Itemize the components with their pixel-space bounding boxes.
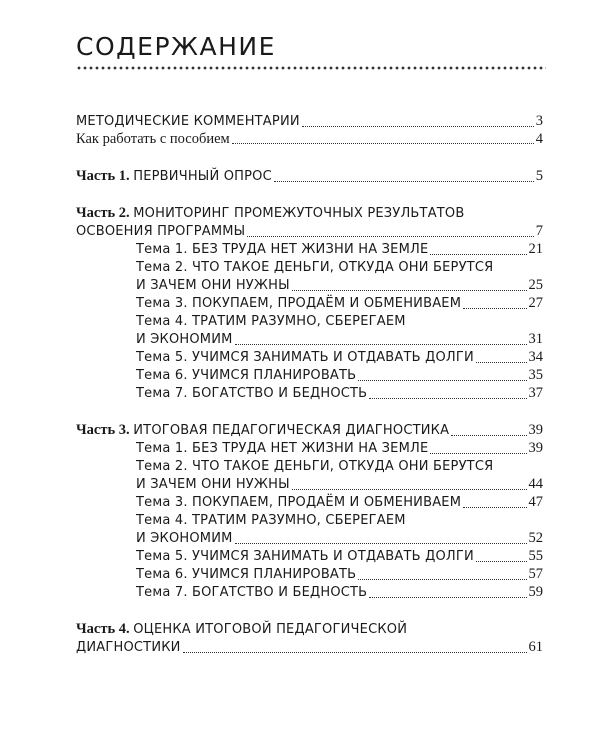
toc-entry-label [136,565,356,584]
toc-entry-text: Тема 7. БОГАТСТВО И БЕДНОСТЬ [136,386,368,401]
toc-page-number: 7 [535,223,543,239]
toc-entry-label [136,312,406,331]
toc-page-number: 3 [535,113,543,129]
toc-page-number: 25 [528,277,543,293]
toc-page-number: 59 [528,584,543,600]
toc-page-number: 27 [528,295,543,311]
toc-entry-label [136,475,290,494]
toc-entry-text: Тема 5. УЧИМСЯ ЗАНИМАТЬ И ОТДАВАТЬ ДОЛГИ [136,549,474,564]
toc-page-number: 39 [528,440,543,456]
toc-entry-label [76,222,245,241]
toc-page-number: 5 [535,168,543,184]
toc-dot-leader [476,561,527,562]
toc-entry-text: Как работать с пособием [76,131,230,147]
toc-entry-text: Тема 1. БЕЗ ТРУДА НЕТ ЖИЗНИ НА ЗЕМЛЕ [136,441,429,456]
toc-dot-leader [463,507,526,508]
toc-entry-label [136,547,474,566]
toc-entry [76,638,543,657]
toc-entry-label [136,511,406,530]
toc-entry [136,457,543,476]
toc-page-number: 34 [528,349,543,365]
toc-dot-leader [247,236,533,237]
toc-page-number: 44 [528,476,543,492]
toc-dot-leader [274,181,534,182]
toc-entry-label [76,167,272,186]
toc-entry [76,620,543,639]
toc-entry-label [76,638,181,657]
toc-dot-leader [183,652,527,653]
toc-page-number: 61 [528,639,543,655]
toc-dot-leader [430,453,526,454]
toc-dot-leader [235,543,527,544]
toc-entry-label [136,258,493,277]
title-dotted-rule [76,66,546,70]
toc-entry-text: Тема 5. УЧИМСЯ ЗАНИМАТЬ И ОТДАВАТЬ ДОЛГИ [136,350,474,365]
toc-entry-text: Тема 6. УЧИМСЯ ПЛАНИРОВАТЬ [136,567,357,582]
toc-entry-label [136,330,233,349]
toc-entry-text: Тема 3. ПОКУПАЕМ, ПРОДАЁМ И ОБМЕНИВАЕМ [136,296,462,311]
toc-entry [136,276,543,295]
toc-page-number: 52 [528,530,543,546]
toc-entry [136,348,543,367]
toc-entry-text: Тема 4. ТРАТИМ РАЗУМНО, СБЕРЕГАЕМ [136,513,406,528]
toc-dot-leader [292,290,527,291]
toc-part-number: Часть 4. [76,621,130,637]
toc-entry-text: Тема 4. ТРАТИМ РАЗУМНО, СБЕРЕГАЕМ [136,314,406,329]
toc-entry-label [136,276,290,295]
toc-dot-leader [463,308,526,309]
toc-entry-label [76,130,230,148]
toc-entry [136,439,543,458]
toc-entry [76,204,543,223]
toc-dot-leader [369,597,526,598]
page-title: СОДЕРЖАНИЕ [76,32,276,61]
toc-entry-text: ПЕРВИЧНЫЙ ОПРОС [133,169,272,184]
toc-entry-label [136,583,367,602]
toc-entry-text: Тема 1. БЕЗ ТРУДА НЕТ ЖИЗНИ НА ЗЕМЛЕ [136,242,429,257]
toc-dot-leader [430,254,526,255]
toc-dot-leader [358,579,526,580]
toc-entry-label [136,384,367,403]
toc-entry-label [136,348,474,367]
toc-entry-text: Тема 2. ЧТО ТАКОЕ ДЕНЬГИ, ОТКУДА ОНИ БЕРУТСЯ [136,459,494,474]
toc-entry-text: И ЗАЧЕМ ОНИ НУЖНЫ [136,477,290,492]
toc-entry-text: МЕТОДИЧЕСКИЕ КОММЕНТАРИИ [76,114,300,129]
toc-entry [136,330,543,349]
toc-entry [136,258,543,277]
toc-entry-text: И ЭКОНОМИМ [136,332,233,347]
toc-entry-text: И ЗАЧЕМ ОНИ НУЖНЫ [136,278,290,293]
toc-part-number: Часть 1. [76,168,130,184]
toc-entry-label [136,457,493,476]
toc-entry-text: ДИАГНОСТИКИ [76,640,181,655]
toc-entry [136,366,543,385]
toc-entry [136,384,543,403]
toc-entry [136,583,543,602]
toc-entry [136,475,543,494]
toc-entry [76,130,543,148]
toc-entry [136,240,543,259]
toc-entry-label [136,366,356,385]
toc-page-number: 31 [528,331,543,347]
toc-entry [136,565,543,584]
toc-entry [76,222,543,241]
toc-dot-leader [358,380,526,381]
toc-dot-leader [302,126,534,127]
toc-dot-leader [292,489,527,490]
toc-page-number: 55 [528,548,543,564]
toc-entry-label [136,529,233,548]
toc-entry-text: ОЦЕНКА ИТОГОВОЙ ПЕДАГОГИЧЕСКОЙ [133,622,408,637]
toc-dot-leader [451,435,526,436]
toc-entry-text: Тема 2. ЧТО ТАКОЕ ДЕНЬГИ, ОТКУДА ОНИ БЕРУТСЯ [136,260,494,275]
toc-entry-label [76,620,407,639]
toc-page-number: 57 [528,566,543,582]
toc-entry-text: Тема 3. ПОКУПАЕМ, ПРОДАЁМ И ОБМЕНИВАЕМ [136,495,462,510]
toc-entry [136,547,543,566]
toc-page-number: 35 [528,367,543,383]
toc-entry-text: ОСВОЕНИЯ ПРОГРАММЫ [76,224,246,239]
toc-entry-text: МОНИТОРИНГ ПРОМЕЖУТОЧНЫХ РЕЗУЛЬТАТОВ [133,206,465,221]
toc-entry [76,167,543,186]
toc-dot-leader [232,143,534,144]
toc-dot-leader [369,398,526,399]
toc-entry [136,493,543,512]
toc-page-number: 39 [528,422,543,438]
toc-entry-text: Тема 7. БОГАТСТВО И БЕДНОСТЬ [136,585,368,600]
toc-entry-text: ИТОГОВАЯ ПЕДАГОГИЧЕСКАЯ ДИАГНОСТИКА [133,423,450,438]
toc-part-number: Часть 2. [76,205,130,221]
toc-page-number: 21 [528,241,543,257]
toc-entry [136,529,543,548]
toc-entry [136,312,543,331]
toc-entry-text: Тема 6. УЧИМСЯ ПЛАНИРОВАТЬ [136,368,357,383]
toc-entry-label [136,493,461,512]
toc-dot-leader [235,344,527,345]
toc-entry [136,294,543,313]
toc-entry-label [136,439,428,458]
toc-entry [136,511,543,530]
toc-entry [76,421,543,440]
toc-entry-label [76,204,464,223]
toc-entry-label [76,112,300,131]
toc-page-number: 4 [535,131,543,147]
toc-page-number: 47 [528,494,543,510]
toc-entry-label [136,240,428,259]
toc-entry-text: И ЭКОНОМИМ [136,531,233,546]
toc-page-number: 37 [528,385,543,401]
toc-part-number: Часть 3. [76,422,130,438]
toc-entry [76,112,543,131]
toc-dot-leader [476,362,527,363]
toc-entry-label [76,421,449,440]
toc-entry-label [136,294,461,313]
